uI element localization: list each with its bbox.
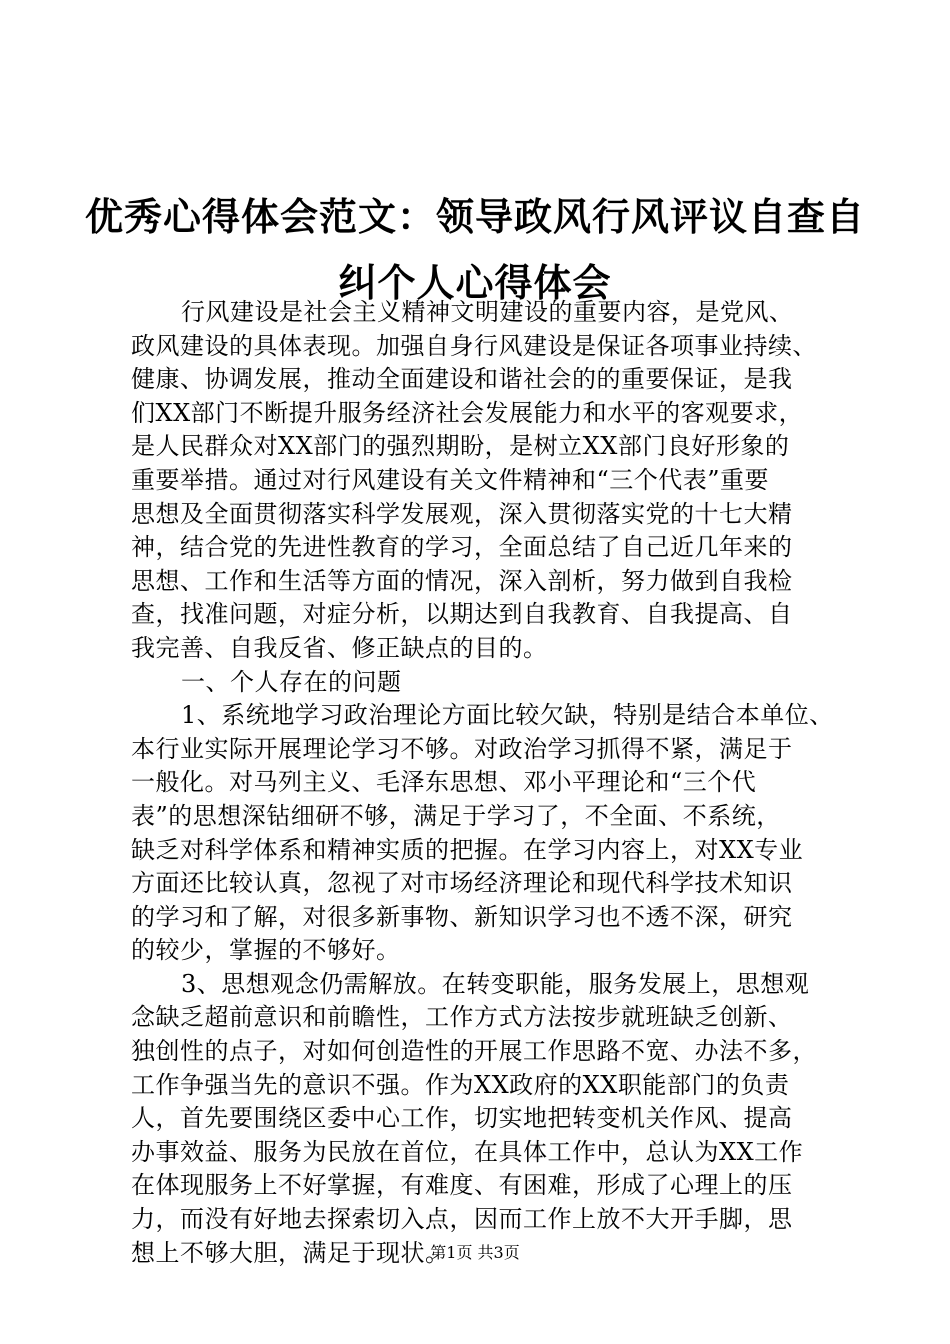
paragraph-line: 健康、协调发展，推动全面建设和谐社会的的重要保证，是我 — [131, 365, 793, 394]
paragraph-line: 本行业实际开展理论学习不够。对政治学习抓得不紧，满足于 — [131, 734, 793, 763]
paragraph-line: 的较少，掌握的不够好。 — [131, 936, 401, 965]
paragraph-line: 人，首先要围绕区委中心工作，切实地把转变机关作风、提高 — [131, 1104, 793, 1133]
paragraph-line: 重要举措。通过对行风建设有关文件精神和“三个代表”重要 — [131, 465, 770, 494]
paragraph-line: 神，结合党的先进性教育的学习，全面总结了自己近几年来的 — [131, 533, 793, 562]
paragraph-line: 工作争强当先的意识不强。作为XX政府的XX职能部门的负责 — [131, 1070, 790, 1099]
paragraph-line: 思想及全面贯彻落实科学发展观，深入贯彻落实党的十七大精 — [131, 499, 793, 528]
paragraph-line: 查，找准问题，对症分析，以期达到自我教育、自我提高、自 — [131, 600, 793, 629]
paragraph-line: 政风建设的具体表现。加强自身行风建设是保证各项事业持续、 — [131, 331, 817, 360]
paragraph-line: 是人民群众对XX部门的强烈期盼，是树立XX部门良好形象的 — [131, 432, 790, 461]
paragraph-line: 的学习和了解，对很多新事物、新知识学习也不透不深，研究 — [131, 902, 793, 931]
paragraph-line: 1、系统地学习政治理论方面比较欠缺，特别是结合本单位、 — [181, 701, 834, 730]
paragraph-line: 想上不够大胆，满足于现状。 — [131, 1238, 450, 1267]
paragraph-line: 在体现服务上不好掌握，有难度、有困难，形成了心理上的压 — [131, 1171, 793, 1200]
paragraph-line: 念缺乏超前意识和前瞻性，工作方式方法按步就班缺乏创新、 — [131, 1003, 793, 1032]
section-heading: 一、个人存在的问题 — [181, 667, 402, 696]
page-footer: 第1页 共3页 — [430, 1243, 520, 1262]
paragraph-line: 表”的思想深钻细研不够，满足于学习了，不全面、不系统， — [131, 801, 781, 830]
paragraph-line: 思想、工作和生活等方面的情况，深入剖析，努力做到自我检 — [131, 566, 793, 595]
paragraph-line: 们XX部门不断提升服务经济社会发展能力和水平的客观要求， — [131, 398, 804, 427]
paragraph-line: 力，而没有好地去探索切入点，因而工作上放不大开手脚，思 — [131, 1205, 793, 1234]
paragraph-line: 独创性的点子，对如何创造性的开展工作思路不宽、办法不多， — [131, 1037, 817, 1066]
paragraph-line: 3、思想观念仍需解放。在转变职能，服务发展上，思想观 — [181, 969, 810, 998]
document-body — [131, 296, 834, 1270]
paragraph-line: 办事效益、服务为民放在首位，在具体工作中，总认为XX工作 — [131, 1137, 804, 1166]
document-title-line-1: 优秀心得体会范文：领导政风行风评议自查自 — [84, 194, 865, 239]
paragraph-line: 我完善、自我反省、修正缺点的目的。 — [131, 633, 548, 662]
paragraph-line: 方面还比较认真，忽视了对市场经济理论和现代科学技术知识 — [131, 869, 793, 898]
paragraph-line: 一般化。对马列主义、毛泽东思想、邓小平理论和“三个代 — [131, 768, 757, 797]
document-title-line-2: 纠个人心得体会 — [338, 260, 612, 305]
paragraph-line: 行风建设是社会主义精神文明建设的重要内容，是党风、 — [181, 298, 794, 326]
paragraph-line: 缺乏对科学体系和精神实质的把握。在学习内容上，对XX专业 — [131, 835, 804, 864]
